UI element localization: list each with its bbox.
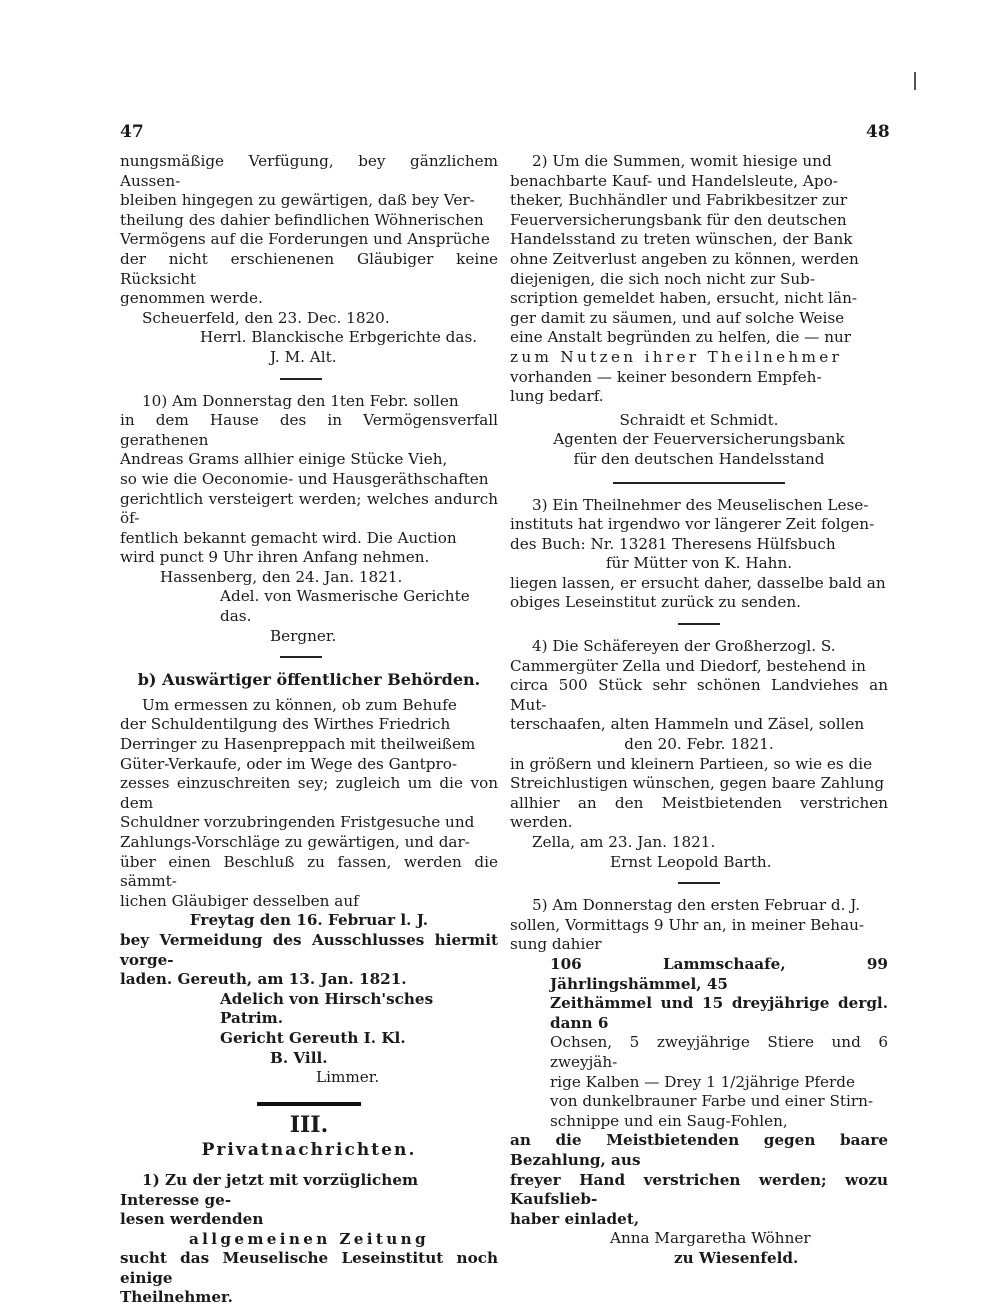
notice-2-line: eine Anstalt begründen zu helfen, die — nur (510, 328, 852, 347)
private-1-line: Theilnehmer. (120, 1288, 233, 1307)
private-1-line: sucht das Meuselische Leseinstitut noch einige (120, 1249, 498, 1287)
cont-line: genommen werde. (120, 289, 263, 308)
page-number-left: 47 (120, 122, 144, 142)
cont-line: theilung des dahier befindlichen Wöhnerischen (120, 210, 484, 229)
notice-4-line: terschaafen, alten Hammeln und Zäsel, sollen (510, 715, 865, 734)
notice-2-line: ohne Zeitverlust angeben zu können, werden (510, 249, 859, 268)
notice-5-line: sollen, Vormittags 9 Uhr an, in meiner Behau- (510, 915, 865, 934)
page-number-right: 48 (866, 122, 890, 142)
notice-2-line: theker, Buchhändler und Fabrikbesitzer zur (510, 191, 848, 210)
notice-3-title: für Mütter von K. Hahn. (605, 554, 793, 573)
section-number: III. (289, 1111, 329, 1138)
notice-2-line: lung bedarf. (510, 387, 604, 406)
notice-5-line: sung dahier (510, 935, 602, 954)
notice-3-line: instituts hat irgendwo vor längerer Zeit folgen- (510, 515, 875, 534)
cont-line: Vermögens auf die Forderungen und Ansprüche (120, 230, 490, 249)
notice-2-line: scription gemeldet haben, ersucht, nicht län- (510, 289, 857, 308)
notice-10-line: in dem Hause des in Vermögensverfall gerathenen (120, 411, 498, 449)
notice-10-court: Adel. von Wasmerische Gerichte das. (220, 587, 470, 626)
notice-3-line: 3) Ein Theilnehmer des Meuselischen Lese- (532, 495, 869, 514)
notice-2-signature: Schraidt et Schmidt. (619, 410, 779, 429)
cont-date: Scheuerfeld, den 23. Dec. 1820. (142, 308, 390, 327)
section-b-line: laden. Gereuth, am 13. Jan. 1821. (120, 970, 407, 989)
notice-2-line: vorhanden — keiner besondern Empfeh- (510, 367, 822, 386)
notice-4-line: allhier an den Meistbietenden verstrichen werden. (510, 793, 888, 832)
notice-10-line: Andreas Grams allhier einige Stücke Vieh, (120, 450, 448, 469)
notice-4-signer: Ernst Leopold Barth. (610, 852, 772, 871)
section-heading-b: b) Auswärtiger öffentlicher Behörden. (137, 670, 481, 690)
cont-signer: J. M. Alt. (270, 347, 337, 366)
section-rule (257, 1102, 361, 1106)
notice-4-line: in größern und kleinern Partieen, so wie es die (510, 754, 873, 773)
notice-4-line: Streichlustigen wünschen, gegen baare Zahlung (510, 774, 885, 793)
cont-line: nungsmäßige Verfügung, bey gänzlichem Aussen- (120, 152, 498, 190)
section-b-signer: B. Vill. (270, 1048, 328, 1067)
notice-3-line: liegen lassen, er ersucht daher, dasselbe bald an (510, 573, 886, 592)
notice-10-signer: Bergner. (270, 626, 337, 645)
notice-4-place: Zella, am 23. Jan. 1821. (532, 833, 716, 851)
left-column (120, 152, 498, 1308)
section-b-line: zesses einzuschreiten sey; zugleich um die von dem (120, 774, 498, 812)
notice-5-line: haber einladet, (510, 1209, 640, 1228)
notice-10-line: wird punct 9 Uhr ihren Anfang nehmen. (120, 548, 430, 567)
cont-line: der nicht erschienenen Gläubiger keine Rücksicht (120, 249, 498, 288)
separator-rule (678, 623, 720, 625)
notice-5-list-item: von dunkelbrauner Farbe und einer Stirn- (550, 1092, 874, 1111)
notice-10-line: fentlich bekannt gemacht wird. Die Auction (120, 528, 457, 547)
cont-line: bleiben hingegen zu gewärtigen, daß bey Ver- (120, 191, 475, 210)
cont-court: Herrl. Blanckische Erbgerichte das. (200, 328, 478, 347)
notice-4-date: den 20. Febr. 1821. (624, 735, 774, 754)
separator-rule (613, 482, 785, 484)
notice-3-line: obiges Leseinstitut zurück zu senden. (510, 593, 801, 612)
notice-2-line: diejenigen, die sich noch nicht zur Sub- (510, 269, 816, 288)
section-b-line: bey Vermeidung des Ausschlusses hiermit vorge- (120, 930, 498, 969)
notice-4-line: 4) Die Schäfereyen der Großherzogl. S. (532, 637, 836, 656)
private-1-line: lesen werdenden (120, 1210, 264, 1229)
notice-10-line: 10) Am Donnerstag den 1ten Febr. sollen (142, 391, 459, 410)
notice-2-line: Handelsstand zu treten wünschen, der Bank (510, 230, 853, 249)
notice-2-line: benachbarte Kauf- und Handelsleute, Apo- (510, 171, 838, 190)
section-b-date: Freytag den 16. Februar l. J. (189, 911, 429, 930)
notice-5-list-item: rige Kalben — Drey 1 1/2jährige Pferde (550, 1072, 856, 1091)
notice-5-list-item: 106 Lammschaafe, 99 Jährlingshämmel, 45 (550, 954, 888, 993)
notice-5-line: freyer Hand verstrichen werden; wozu Kaufslieb- (510, 1170, 888, 1209)
notice-2-line: 2) Um die Summen, womit hiesige und (532, 152, 832, 170)
section-b-line: Um ermessen zu können, ob zum Behufe (142, 695, 457, 714)
notice-5-list-item: schnippe und ein Saug-Fohlen, (550, 1111, 788, 1130)
right-column (510, 152, 888, 1268)
notice-5-signer: Anna Margaretha Wöhner (610, 1229, 811, 1248)
notice-4-line: Cammergüter Zella und Diedorf, bestehend in (510, 656, 866, 675)
notice-2-signature: Agenten der Feuerversicherungsbank (553, 430, 845, 449)
separator-rule (678, 882, 720, 884)
section-b-line: lichen Gläubiger desselben auf (120, 891, 359, 910)
notice-5-signer: zu Wiesenfeld. (674, 1248, 799, 1267)
notice-4-line: circa 500 Stück sehr schönen Landviehes an Mut- (510, 676, 888, 714)
notice-2-line: zum Nutzen ihrer Theilnehmer (510, 347, 843, 366)
section-b-line: Güter-Verkaufe, oder im Wege des Gantpro- (120, 754, 457, 773)
section-b-court: Gericht Gereuth I. Kl. (220, 1028, 406, 1047)
notice-10-line: so wie die Oeconomie- und Hausgeräthschaften (120, 469, 489, 488)
notice-2-signature: für den deutschen Handelsstand (573, 449, 825, 468)
section-b-signer: Limmer. (316, 1068, 380, 1087)
private-1-line: 1) Zu der jetzt mit vorzüglichem Interesse ge- (120, 1170, 419, 1209)
section-b-line: über einen Beschluß zu fassen, werden die sämmt- (120, 852, 498, 891)
notice-5-line: an die Meistbietenden gegen baare Bezahlung, aus (510, 1131, 888, 1169)
separator-rule (280, 656, 322, 658)
separator-rule (280, 378, 322, 380)
section-b-line: Derringer zu Hasenpreppach mit theilweißem (120, 735, 476, 754)
section-b-line: Zahlungs-Vorschläge zu gewärtigen, und dar- (120, 833, 470, 851)
margin-mark (914, 72, 916, 90)
notice-3-line: des Buch: Nr. 13281 Theresens Hülfsbuch (510, 534, 836, 553)
notice-2-line: ger damit zu säumen, und auf solche Weise (510, 308, 845, 327)
section-b-line: der Schuldentilgung des Wirthes Friedrich (120, 715, 451, 734)
section-b-court: Adelich von Hirsch'sches Patrim. (220, 989, 434, 1028)
notice-5-list-item: Zeithämmel und 15 dreyjährige dergl. dann 6 (550, 994, 888, 1032)
private-1-title: allgemeinen Zeitung (189, 1229, 429, 1248)
notice-5-line: 5) Am Donnerstag den ersten Februar d. J. (532, 896, 861, 915)
notice-10-line: gerichtlich versteigert werden; welches andurch öf- (120, 489, 498, 528)
notice-5-list-item: Ochsen, 5 zweyjährige Stiere und 6 zweyjäh- (550, 1033, 888, 1071)
section-title: Privatnachrichten. (201, 1140, 417, 1161)
section-b-line: Schuldner vorzubringenden Fristgesuche und (120, 813, 475, 832)
notice-10-date: Hassenberg, den 24. Jan. 1821. (160, 567, 403, 586)
notice-2-line: Feuerversicherungsbank für den deutschen (510, 210, 847, 229)
